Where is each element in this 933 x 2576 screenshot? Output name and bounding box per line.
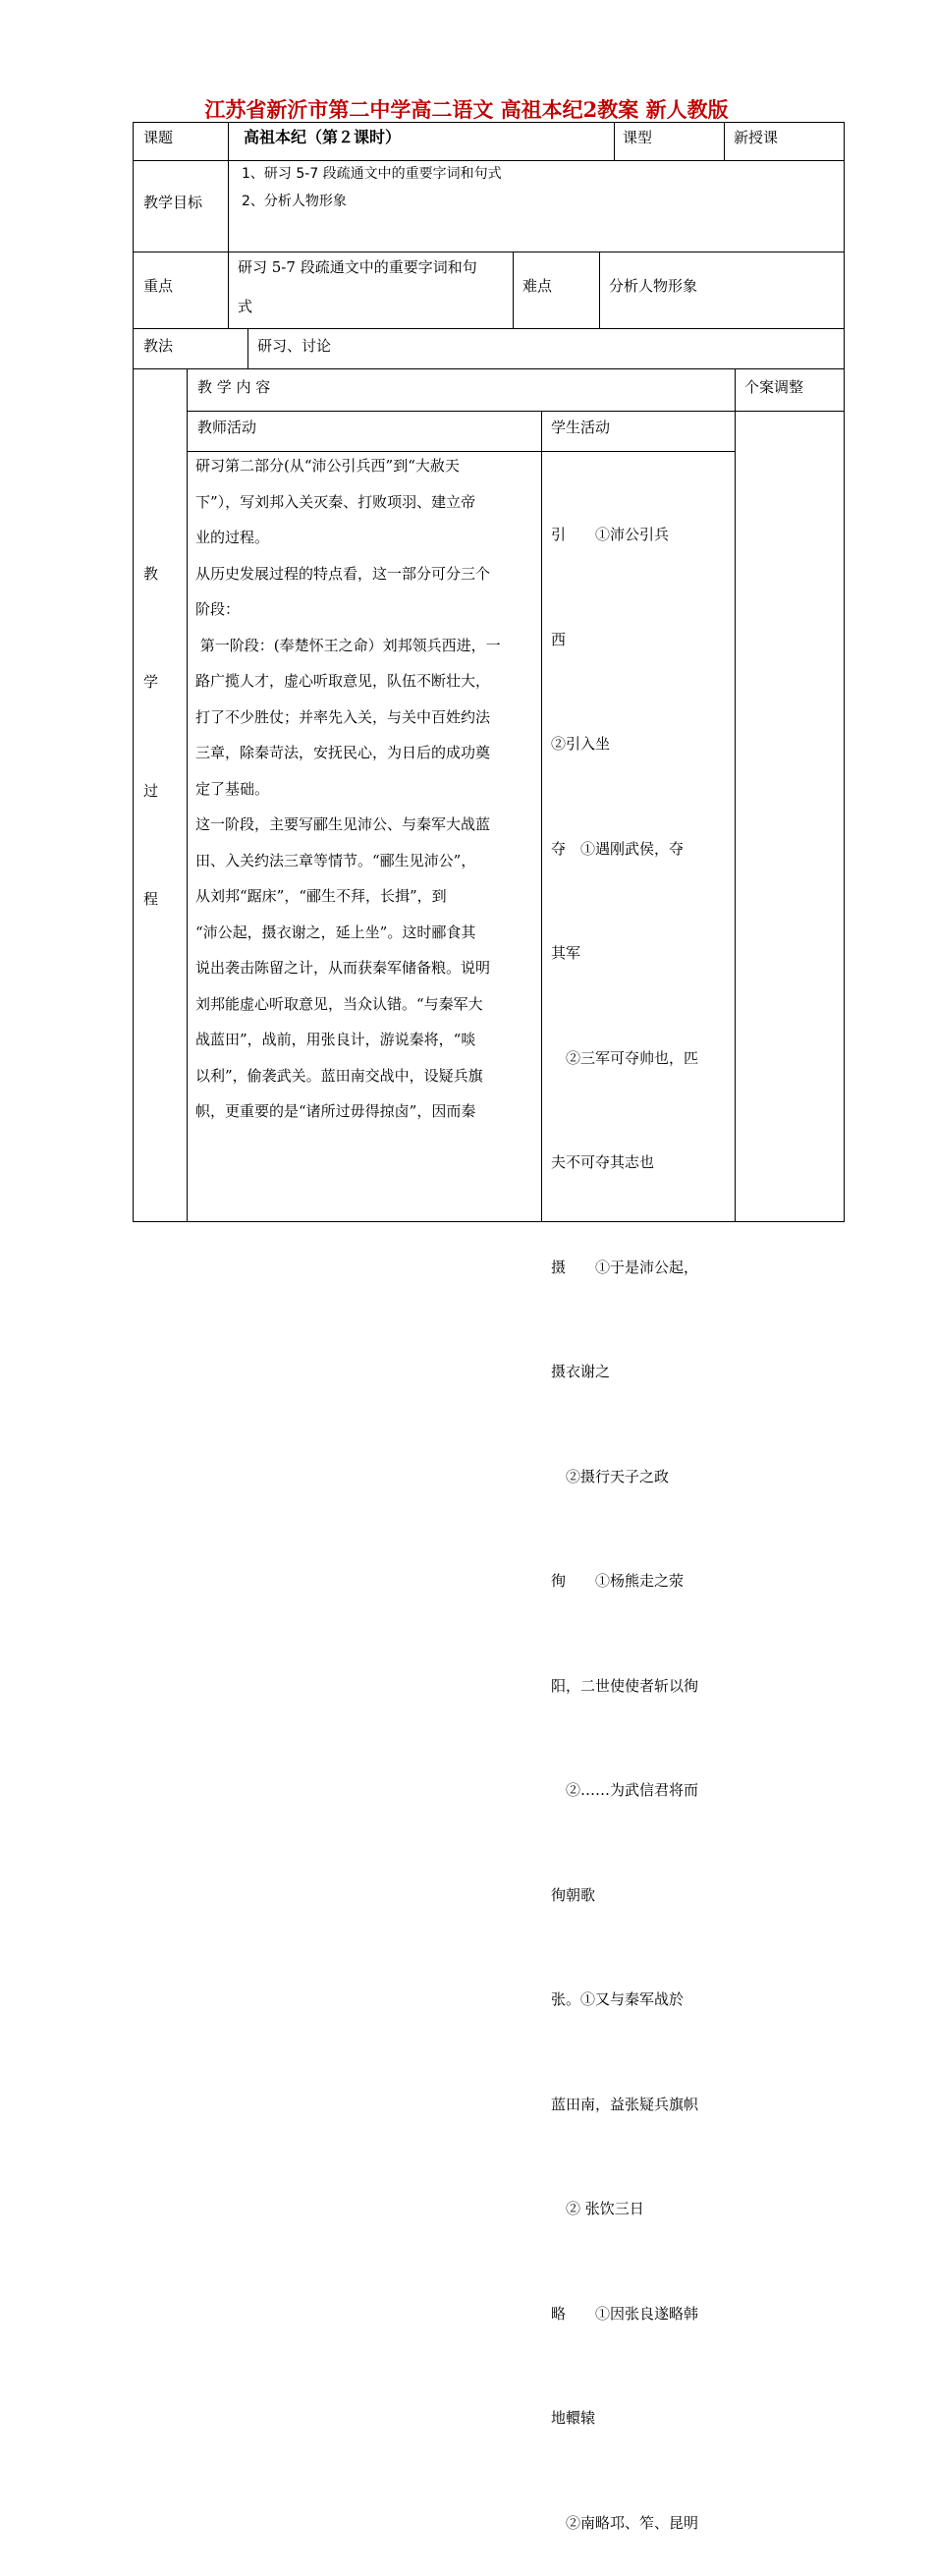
student-line: 西	[551, 630, 567, 648]
student-line: 引 ①沛公引兵	[551, 526, 670, 543]
topic-value: 高祖本纪（第２课时）	[244, 128, 402, 146]
teacher-line: 帜，更重要的是“诸所过毋得掠卤”，因而秦	[195, 1102, 476, 1120]
teacher-line: 以利”，偷袭武关。蓝田南交战中，设疑兵旗	[195, 1066, 483, 1085]
process-label-char: 学	[143, 673, 159, 691]
teacher-line: 定了基础。	[195, 779, 270, 798]
teacher-line: 第一阶段：(奉楚怀王之命）刘邦领兵西进，一	[195, 636, 501, 654]
column-divider	[228, 252, 229, 328]
student-line: ② 张饮三日	[551, 2200, 644, 2217]
process-label-char: 教	[143, 565, 159, 583]
column-divider	[247, 328, 248, 368]
student-line: 阳，二世使使者斩以徇	[551, 1676, 699, 1695]
student-line: 夫不可夺其志也	[551, 1153, 655, 1171]
goals-label: 教学目标	[143, 194, 203, 211]
student-line: 摄 ①于是沛公起，	[551, 1258, 699, 1276]
key-points-value: 式	[238, 298, 253, 315]
key-points-label: 重点	[143, 277, 174, 295]
content-header: 教 学 内 容	[197, 378, 271, 396]
teacher-line: “沛公起，摄衣谢之，延上坐”。这时郦食其	[195, 923, 476, 941]
teacher-line: 业的过程。	[195, 529, 270, 546]
student-line: 夺 ①遇刚武侯，夺	[551, 839, 685, 858]
column-divider	[513, 252, 514, 328]
column-divider	[187, 368, 188, 1222]
column-divider	[228, 122, 229, 252]
row-divider	[187, 411, 845, 412]
student-line: 摄衣谢之	[551, 1363, 611, 1380]
teacher-activity-text	[195, 448, 539, 1130]
teacher-line: 刘邦能虚心听取意见，当众认错。“与秦军大	[195, 994, 483, 1013]
column-divider	[599, 252, 600, 328]
topic-label: 课题	[143, 129, 174, 146]
adjust-header: 个案调整	[744, 378, 804, 396]
type-label: 课型	[623, 129, 653, 146]
teacher-line: 研习第二部分(从“沛公引兵西”到“大赦天	[195, 457, 460, 475]
student-line: 地轘辕	[551, 2409, 596, 2427]
teacher-line: 从历史发展过程的特点看，这一部分可分三个	[195, 564, 491, 583]
student-line: 蓝田南，益张疑兵旗帜	[551, 2095, 699, 2113]
student-line: ②三军可夺帅也，匹	[551, 1048, 699, 1067]
teacher-line: 下”），写刘邦入关灭秦、打败项羽、建立帝	[195, 492, 476, 511]
column-divider	[541, 411, 542, 1222]
row-divider	[133, 328, 845, 329]
student-header: 学生活动	[551, 419, 611, 436]
difficult-label: 难点	[522, 277, 553, 295]
student-line: 略 ①因张良遂略韩	[551, 2304, 699, 2323]
student-line: ②引入坐	[551, 735, 611, 753]
column-divider	[614, 122, 615, 160]
student-line: ②……为武信君将而	[551, 1781, 699, 1799]
teacher-line: 打了不少胜仗；并率先入关，与关中百姓约法	[195, 707, 491, 726]
teacher-header: 教师活动	[197, 419, 257, 436]
row-divider	[133, 160, 845, 161]
teacher-line: 三章，除秦苛法，安抚民心，为日后的成功奠	[195, 744, 491, 761]
process-label-char: 过	[143, 782, 159, 800]
student-line: 张。①又与秦军战於	[551, 1990, 685, 2008]
difficult-value: 分析人物形象	[609, 277, 698, 295]
teacher-line: 田、入关约法三章等情节。“郦生见沛公”，	[195, 851, 476, 869]
method-value: 研习、讨论	[257, 337, 332, 355]
student-line: 其军	[551, 944, 581, 962]
goal-item: 2、分析人物形象	[242, 194, 347, 209]
teacher-line: 说出袭击陈留之计，从而获秦军储备粮。说明	[195, 959, 491, 977]
teacher-line: 战蓝田”，战前，用张良计，游说秦将，“啖	[195, 1031, 476, 1048]
goal-item: 1、研习 5-7 段疏通文中的重要字词和句式	[242, 166, 502, 182]
method-label: 教法	[143, 337, 174, 355]
type-value: 新授课	[734, 129, 779, 146]
key-points-value: 研习 5-7 段疏通文中的重要字词和句	[238, 258, 477, 276]
student-line: ②摄行天子之政	[551, 1467, 670, 1485]
process-label-char: 程	[143, 890, 159, 908]
student-line: ②南略邛、笮、昆明	[551, 2513, 699, 2532]
teacher-line: 从刘邦“踞床”，“郦生不拜，长揖”，到	[195, 887, 447, 905]
student-line: 徇 ①杨熊走之荥	[551, 1572, 685, 1590]
document-title: 江苏省新沂市第二中学高二语文 高祖本纪2教案 新人教版	[204, 97, 729, 122]
row-divider	[133, 368, 845, 369]
teacher-line: 阶段：	[195, 600, 241, 618]
student-activity-text	[551, 448, 733, 2576]
column-divider	[735, 368, 736, 1222]
column-divider	[724, 122, 725, 160]
teacher-line: 这一阶段，主要写郦生见沛公、与秦军大战蓝	[195, 815, 491, 833]
student-line: 徇朝歌	[551, 1885, 596, 1904]
teacher-line: 路广揽人才，虚心听取意见，队伍不断壮大，	[195, 672, 491, 690]
